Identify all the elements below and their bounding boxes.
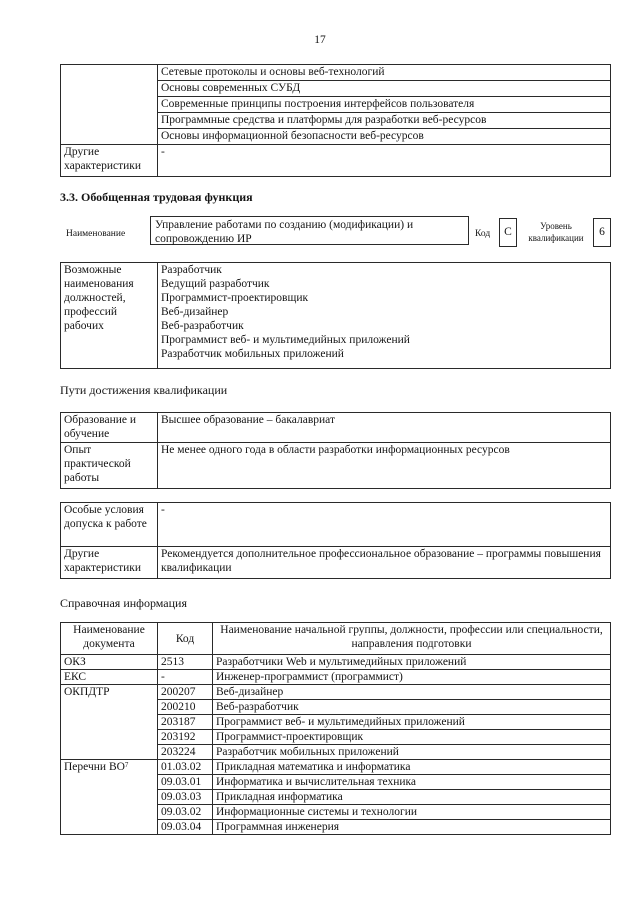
special-conditions-label: Особые условия допуска к работе [61, 503, 158, 547]
paths-table [60, 412, 611, 489]
header-doc: Наименование документа [61, 623, 158, 655]
position-item: Программист веб- и мультимедийных приложений [161, 334, 410, 346]
paths-title: Пути достижения квалификации [60, 383, 228, 397]
ref-code: 01.03.02 [158, 760, 213, 775]
ref-name: Информационные системы и технологии [213, 805, 611, 820]
ref-name: Веб-разработчик [213, 700, 611, 715]
education-value: Высшее образование – бакалавриат [158, 413, 611, 443]
ref-name: Программист веб- и мультимедийных приложений [213, 715, 611, 730]
knowledge-item: Сетевые протоколы и основы веб-технологий [158, 65, 611, 81]
special-conditions-value: - [158, 503, 611, 547]
ref-code: 203224 [158, 745, 213, 760]
ref-name: Инженер-программист (программист) [213, 670, 611, 685]
reference-table [60, 622, 611, 835]
doc-perechni-vo [61, 760, 158, 835]
other-characteristics-value: - [158, 145, 611, 177]
ref-code: 2513 [158, 655, 213, 670]
positions-label: Возможные наименования должностей, профессий рабочих [61, 263, 158, 369]
ref-code: 09.03.03 [158, 790, 213, 805]
experience-label: Опыт практической работы [61, 443, 158, 489]
section-title: 3.3. Обобщенная трудовая функция [60, 190, 253, 204]
ref-name: Информатика и вычислительная техника [213, 775, 611, 790]
ref-code: 09.03.04 [158, 820, 213, 835]
education-label: Образование и обучение [61, 413, 158, 443]
reference-title: Справочная информация [60, 596, 187, 610]
position-item: Разработчик [161, 264, 222, 276]
ref-code: 200210 [158, 700, 213, 715]
experience-value: Не менее одного года в области разработки информационных ресурсов [158, 443, 611, 489]
positions-table [60, 262, 611, 369]
page-number: 17 [314, 34, 326, 46]
ref-code: 09.03.02 [158, 805, 213, 820]
knowledge-item: Современные принципы построения интерфейсов пользователя [158, 97, 611, 113]
ref-name: Программист-проектировщик [213, 730, 611, 745]
footnote-marker: 7 [124, 761, 129, 769]
knowledge-item: Основы современных СУБД [158, 81, 611, 97]
knowledge-item: Основы информационной безопасности веб-ресурсов [158, 129, 611, 145]
doc-eks: ЕКС [61, 670, 158, 685]
position-item: Ведущий разработчик [161, 278, 270, 290]
doc-okz: ОКЗ [61, 655, 158, 670]
code-value: С [499, 218, 517, 247]
knowledge-table [60, 64, 611, 177]
knowledge-label-cell [61, 65, 158, 145]
ref-name: Прикладная математика и информатика [213, 760, 611, 775]
ref-code: 203187 [158, 715, 213, 730]
doc-okpdtr: ОКПДТР [61, 685, 158, 760]
other-characteristics-value-2: Рекомендуется дополнительное профессиональное образование – программы повышения квалификации [158, 547, 611, 579]
header-code: Код [158, 623, 213, 655]
positions-list [158, 263, 611, 369]
ref-code: 203192 [158, 730, 213, 745]
function-name: Управление работами по созданию (модификации) и сопровождению ИР [150, 216, 469, 245]
header-name: Наименование начальной группы, должности, профессии или специальности, направления подготовки [213, 623, 611, 655]
other-characteristics-label: Другие характеристики [61, 145, 158, 177]
ref-code: 09.03.01 [158, 775, 213, 790]
ref-code: - [158, 670, 213, 685]
ref-code: 200207 [158, 685, 213, 700]
level-value: 6 [593, 218, 611, 247]
knowledge-item: Программные средства и платформы для разработки веб-ресурсов [158, 113, 611, 129]
conditions-table [60, 502, 611, 579]
other-characteristics-label-2: Другие характеристики [61, 547, 158, 579]
position-item: Разработчик мобильных приложений [161, 348, 344, 360]
name-label: Наименование [66, 229, 126, 239]
ref-name: Веб-дизайнер [213, 685, 611, 700]
ref-name: Разработчик мобильных приложений [213, 745, 611, 760]
position-item: Веб-разработчик [161, 320, 244, 332]
position-item: Веб-дизайнер [161, 306, 229, 318]
ref-name: Разработчики Web и мультимедийных приложений [213, 655, 611, 670]
code-label: Код [475, 229, 491, 239]
ref-name: Программная инженерия [213, 820, 611, 835]
doc-perechni-vo-label: Перечни ВО [64, 761, 125, 773]
position-item: Программист-проектировщик [161, 292, 309, 304]
ref-name: Прикладная информатика [213, 790, 611, 805]
level-label: Уровень квалификации [528, 221, 584, 243]
